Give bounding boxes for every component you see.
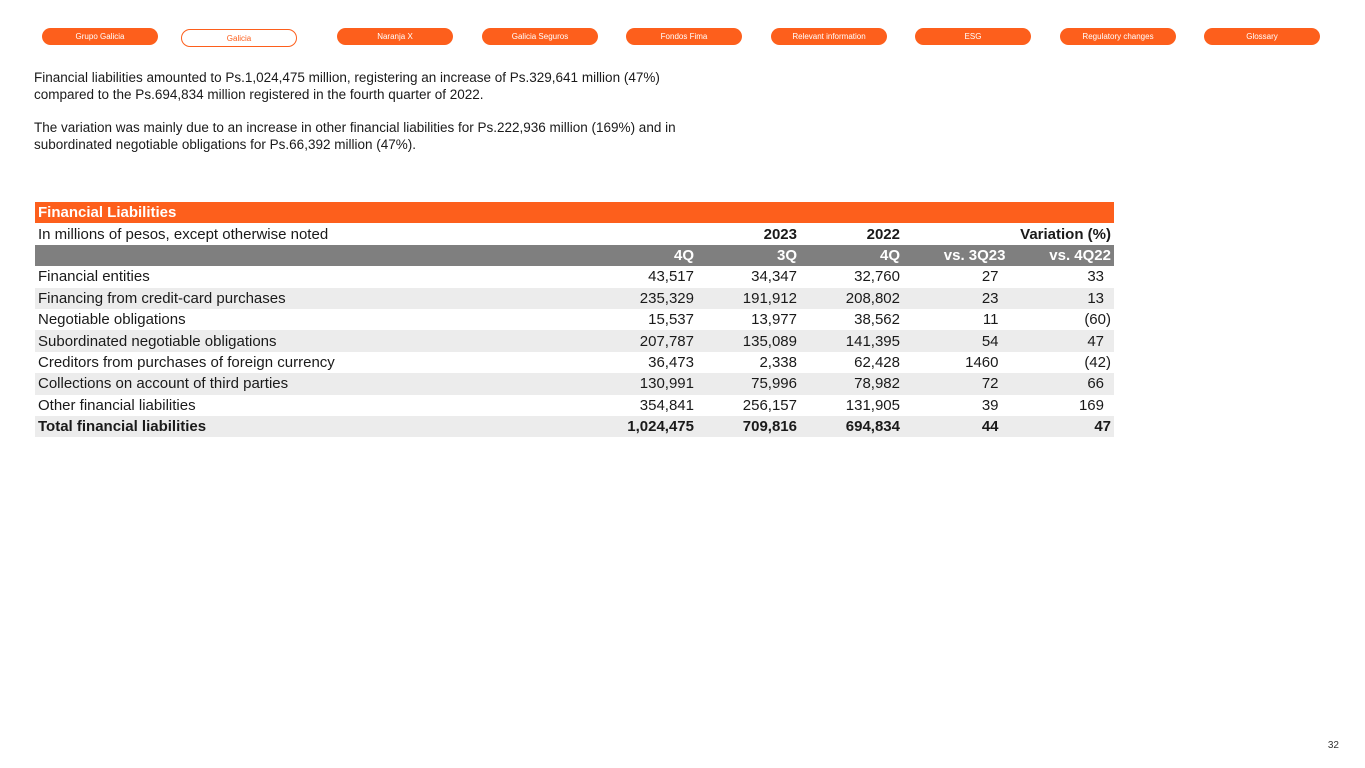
year-2023-header: 2023 (697, 223, 800, 244)
cell-4q22: 208,802 (800, 288, 903, 309)
nav-tab-naranja-x[interactable]: Naranja X (337, 28, 453, 45)
cell-vs-3q23: 23 (903, 288, 1009, 309)
total-3q23: 709,816 (697, 416, 800, 437)
cell-3q23: 135,089 (697, 330, 800, 351)
financial-liabilities-table (35, 202, 1114, 437)
cell-4q23: 36,473 (594, 352, 697, 373)
nav-tab-grupo-galicia[interactable]: Grupo Galicia (42, 28, 158, 45)
top-nav (42, 28, 1321, 47)
table-title-row (35, 202, 1114, 223)
cell-vs-3q23: 27 (903, 266, 1009, 287)
cell-4q22: 141,395 (800, 330, 903, 351)
cell-vs-4q22: 66 (1009, 373, 1115, 394)
cell-4q23: 15,537 (594, 309, 697, 330)
table-row (35, 330, 1114, 351)
table-row (35, 352, 1114, 373)
total-vs-4q22: 47 (1009, 416, 1115, 437)
row-label: Financing from credit-card purchases (35, 288, 594, 309)
cell-4q22: 38,562 (800, 309, 903, 330)
cell-4q22: 32,760 (800, 266, 903, 287)
cell-vs-3q23: 39 (903, 395, 1009, 416)
nav-tab-galicia-seguros[interactable]: Galicia Seguros (482, 28, 598, 45)
cell-vs-4q22: 33 (1009, 266, 1115, 287)
table-year-row (35, 223, 1114, 244)
cell-3q23: 2,338 (697, 352, 800, 373)
cell-4q23: 207,787 (594, 330, 697, 351)
cell-vs-4q22: (60) (1009, 309, 1115, 330)
cell-vs-4q22: (42) (1009, 352, 1115, 373)
variation-line-1: The variation was mainly due to an increase in other financial liabilities for Ps.222,936 million (169%) and in (34, 120, 676, 135)
table-total-row (35, 416, 1114, 437)
period-header: 4Q (594, 245, 697, 266)
nav-tab-glossary[interactable]: Glossary (1204, 28, 1320, 45)
cell-vs-4q22: 13 (1009, 288, 1115, 309)
table-title: Financial Liabilities (35, 202, 1114, 223)
cell-4q23: 235,329 (594, 288, 697, 309)
nav-tab-regulatory-changes[interactable]: Regulatory changes (1060, 28, 1176, 45)
table-row (35, 395, 1114, 416)
total-label: Total financial liabilities (35, 416, 594, 437)
table-row (35, 309, 1114, 330)
summary-line-2: compared to the Ps.694,834 million registered in the fourth quarter of 2022. (34, 87, 484, 102)
cell-4q23: 354,841 (594, 395, 697, 416)
cell-vs-4q22: 47 (1009, 330, 1115, 351)
summary-line-1: Financial liabilities amounted to Ps.1,024,475 million, registering an increase of Ps.329,641 million (47%) (34, 70, 660, 85)
nav-tab-esg[interactable]: ESG (915, 28, 1031, 45)
table-row (35, 288, 1114, 309)
variation-header: Variation (%) (903, 223, 1114, 244)
year-2022-header: 2022 (800, 223, 903, 244)
row-label: Other financial liabilities (35, 395, 594, 416)
nav-tab-relevant-information[interactable]: Relevant information (771, 28, 887, 45)
cell-3q23: 13,977 (697, 309, 800, 330)
page-number: 32 (1327, 740, 1339, 751)
variation-line-2: subordinated negotiable obligations for Ps.66,392 million (47%). (34, 137, 416, 152)
cell-3q23: 191,912 (697, 288, 800, 309)
row-label: Subordinated negotiable obligations (35, 330, 594, 351)
cell-4q22: 62,428 (800, 352, 903, 373)
row-label: Financial entities (35, 266, 594, 287)
total-vs-3q23: 44 (903, 416, 1009, 437)
nav-tab-fondos-fima[interactable]: Fondos Fima (626, 28, 742, 45)
cell-3q23: 256,157 (697, 395, 800, 416)
cell-3q23: 75,996 (697, 373, 800, 394)
cell-4q23: 130,991 (594, 373, 697, 394)
cell-vs-3q23: 72 (903, 373, 1009, 394)
period-header: 4Q (800, 245, 903, 266)
nav-tab-galicia[interactable]: Galicia (181, 29, 297, 47)
cell-vs-3q23: 1460 (903, 352, 1009, 373)
row-label: Negotiable obligations (35, 309, 594, 330)
total-4q23: 1,024,475 (594, 416, 697, 437)
cell-vs-4q22: 169 (1009, 395, 1115, 416)
table-row (35, 266, 1114, 287)
row-label: Creditors from purchases of foreign currency (35, 352, 594, 373)
period-header: 3Q (697, 245, 800, 266)
cell-4q22: 78,982 (800, 373, 903, 394)
cell-4q22: 131,905 (800, 395, 903, 416)
period-header: vs. 3Q23 (903, 245, 1009, 266)
table-period-row (35, 245, 1114, 266)
row-label: Collections on account of third parties (35, 373, 594, 394)
cell-4q23: 43,517 (594, 266, 697, 287)
cell-vs-3q23: 11 (903, 309, 1009, 330)
summary-paragraph (34, 69, 794, 103)
total-4q22: 694,834 (800, 416, 903, 437)
cell-3q23: 34,347 (697, 266, 800, 287)
variation-paragraph (34, 119, 794, 153)
period-header: vs. 4Q22 (1009, 245, 1115, 266)
cell-vs-3q23: 54 (903, 330, 1009, 351)
table-row (35, 373, 1114, 394)
table-subtitle: In millions of pesos, except otherwise noted (35, 223, 594, 244)
